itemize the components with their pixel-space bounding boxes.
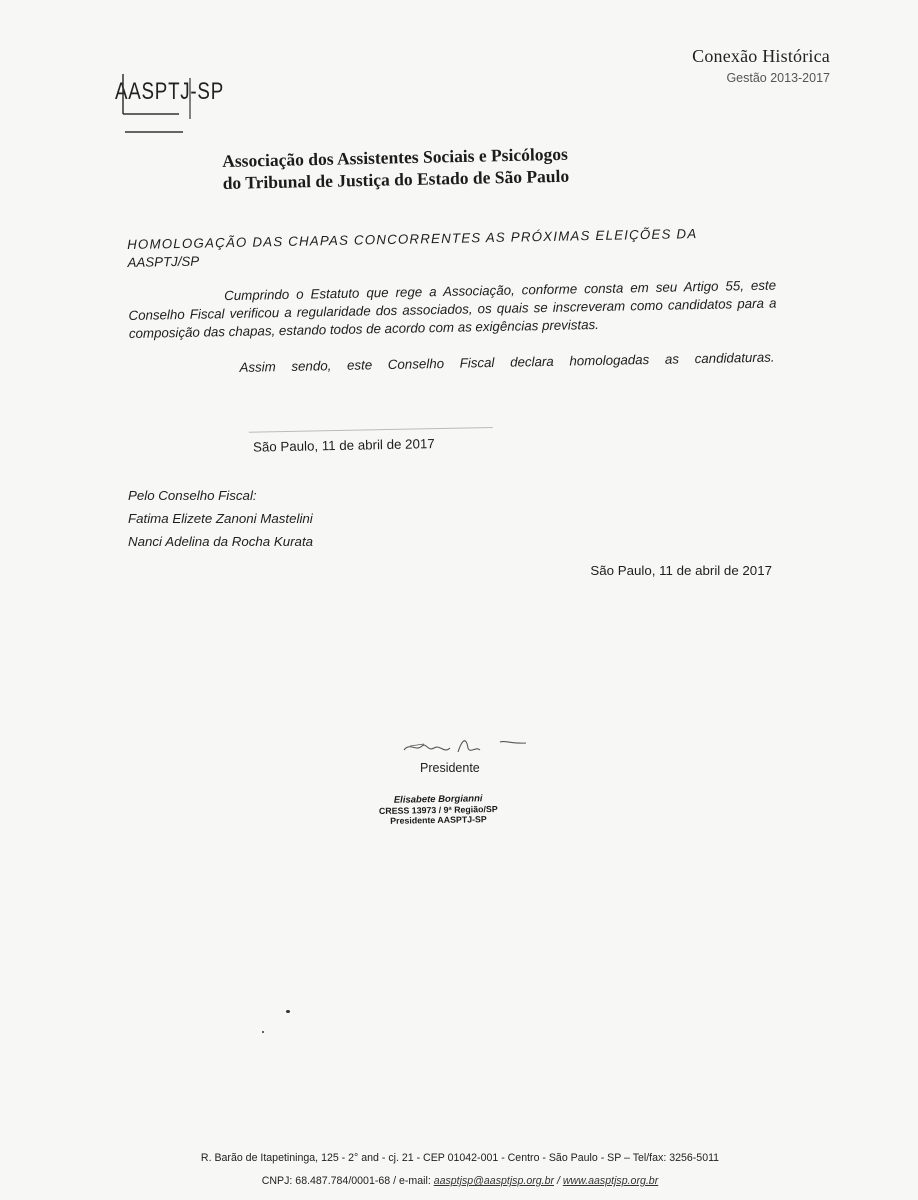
paragraph-1: Cumprindo o Estatuto que rege a Associação, conforme consta em seu Artigo 55, este Conselho Fiscal verificou a regularidade dos associados, os quais se inscreveram como candidatos para a composição das chapas, estando todos de acordo com as exigências previstas. [128,277,777,341]
seal-name: Elisabete Borgianni [393,793,483,806]
association-heading [222,140,683,194]
paragraph-2 [129,349,777,379]
seal-registration: CRESS 13973 / 9ª Região/SP [378,803,498,817]
aasptj-logo [115,74,225,136]
logo-text: AASPTJ-SP [115,78,224,105]
subject-line-2: AASPTJ/SP [127,253,200,270]
footer [140,1152,780,1188]
logo-lines-icon [115,74,225,136]
conexao-historica-stamp [692,46,830,85]
heading-line-1: Associação dos Assistentes Sociais e Psicólogos [222,143,568,171]
council-member: Nanci Adelina da Rocha Kurata [128,534,314,549]
council-label: Pelo Conselho Fiscal: [128,488,257,503]
paragraph-2-start: Assim sendo, este Conselho Fiscal declara homologadas as [239,351,680,375]
council-signatories [128,484,313,553]
president-seal [379,794,498,826]
paragraph-2-end: candidaturas. [694,349,775,367]
scan-speck [286,1010,290,1013]
inline-date: São Paulo, 11 de abril de 2017 [249,427,493,457]
council-member: Fatima Elizete Zanoni Mastelini [128,511,313,526]
seal-title: Presidente AASPTJ-SP [390,814,487,826]
subject-line-1: HOMOLOGAÇÃO DAS CHAPAS CONCORRENTES AS PRÓXIMAS ELEIÇÕES DA [127,226,698,252]
heading-line-2: do Tribunal de Justiça do Estado de São Paulo [222,165,570,193]
footer-email-link[interactable]: aasptjsp@aasptjsp.org.br [433,1175,554,1187]
stamp-subtitle: Gestão 2013-2017 [726,71,830,85]
footer-cnpj: CNPJ: 68.487.784/0001-68 / e-mail: [261,1175,434,1187]
document-date: São Paulo, 11 de abril de 2017 [590,563,772,578]
footer-address: R. Barão de Itapetininga, 125 - 2° and - cj. 21 - CEP 01042-001 - Centro - São Paulo - SP – Tel/fax: 3256-5011 [200,1152,720,1164]
handwritten-signature [400,730,530,762]
footer-contact [140,1175,780,1188]
signature-role: Presidente [420,761,480,775]
footer-website-link[interactable]: www.aasptjsp.org.br [562,1175,659,1187]
footer-separator: / [554,1175,563,1187]
document-body [127,224,778,455]
stamp-title: Conexão Histórica [692,46,830,66]
scan-speck [262,1031,264,1033]
